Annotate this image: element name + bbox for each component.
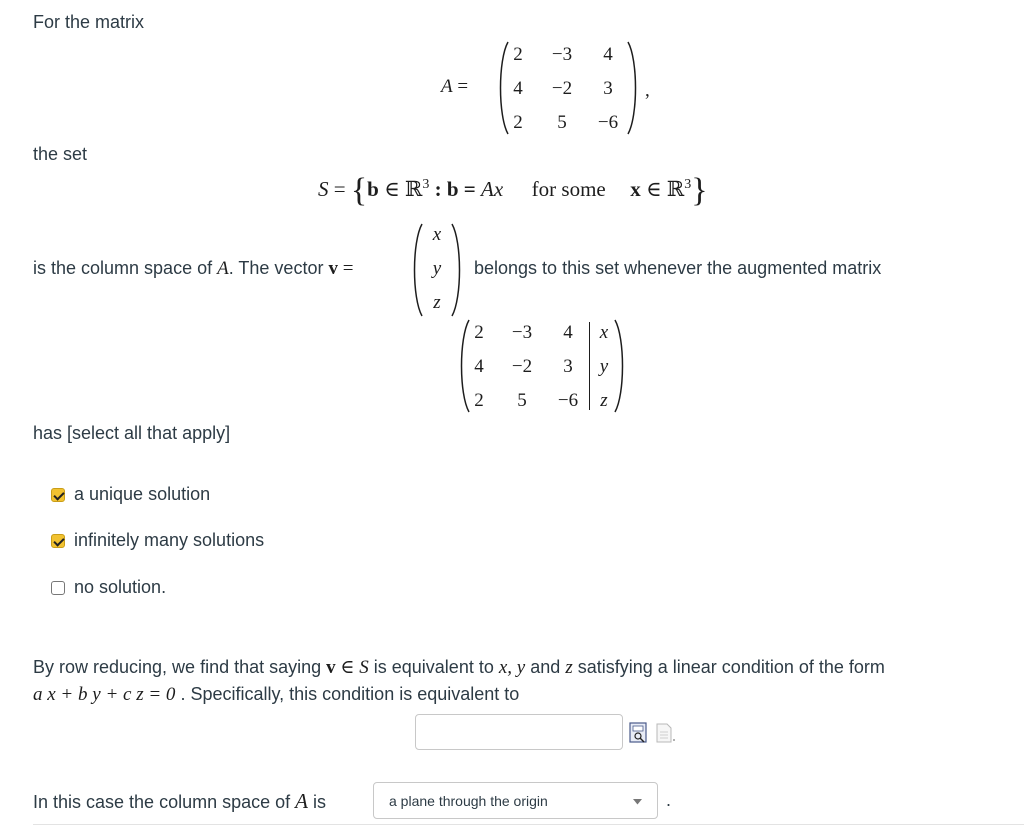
linear-form: a x + b y + c z = 0: [33, 684, 176, 705]
augmented-cell: x: [599, 322, 609, 343]
augmented-cell: 3: [563, 356, 573, 377]
augmented-cell: −3: [511, 322, 533, 343]
help-document-icon[interactable]: [655, 723, 677, 743]
intro-column-space: is the column space of A. The vector v =: [33, 258, 354, 279]
vector-v-entry: x: [432, 224, 442, 245]
augmented-cell: −6: [557, 390, 579, 411]
column-space-select-value: a plane through the origin: [389, 793, 548, 809]
option-none-label[interactable]: no solution.: [74, 577, 167, 597]
matrix-a-cell: 4: [603, 44, 613, 65]
option-unique-label[interactable]: a unique solution: [74, 484, 211, 504]
matrix-a-cell: 4: [513, 78, 523, 99]
chevron-down-icon: [633, 799, 642, 805]
vector-v-entry: y: [432, 258, 442, 279]
option-infinite-label[interactable]: infinitely many solutions: [74, 530, 265, 550]
row-reduce-line2: a x + b y + c z = 0 . Specifically, this condition is equivalent to: [33, 684, 520, 705]
augmented-cell: 5: [517, 390, 527, 411]
matrix-a-cell: 3: [603, 78, 613, 99]
condition-answer-input[interactable]: [415, 714, 623, 750]
augmented-cell: −2: [511, 356, 533, 377]
matrix-a-cell: 2: [513, 112, 523, 133]
set-definition: S = {b ∈ ℝ$^3$ : b = Ax for some x ∈ ℝ$^3$}: [318, 172, 708, 209]
matrix-a-name: A =: [441, 76, 469, 97]
matrix-a-cell: 2: [513, 44, 523, 65]
augmented-cell: 4: [563, 322, 573, 343]
set-b: b: [367, 177, 379, 201]
final-period: .: [666, 790, 672, 810]
augmented-cell: 4: [474, 356, 484, 377]
augmented-cell: y: [599, 356, 609, 377]
intro-the-set: the set: [33, 144, 88, 164]
matrix-a-cell: −3: [551, 44, 573, 65]
bottom-divider: [33, 824, 1024, 825]
intro-belongs: belongs to this set whenever the augmented matrix: [474, 258, 882, 278]
option-unique-checkbox[interactable]: [51, 488, 65, 502]
matrix-a-comma: ,: [645, 80, 650, 101]
column-space-select[interactable]: [373, 782, 658, 819]
matrix-a-cell: 5: [557, 112, 567, 133]
set-colon-b-eq: : b =: [434, 177, 481, 201]
matrix-a-cell: −6: [597, 112, 619, 133]
augmented-cell: 2: [474, 390, 484, 411]
vector-v-entry: z: [433, 292, 441, 313]
matrix-a-right-paren: [626, 40, 640, 136]
equation-editor-icon[interactable]: [629, 722, 649, 744]
row-reduce-line1: By row reducing, we find that saying v ∈ S is equivalent to x, y and z satisfying a linear condition of the form: [33, 657, 885, 678]
matrix-a-cell: −2: [551, 78, 573, 99]
augmented-cell: 2: [474, 322, 484, 343]
intro-for-the-matrix: For the matrix: [33, 12, 145, 32]
final-line: In this case the column space of A is: [33, 789, 327, 813]
option-none-checkbox[interactable]: [51, 581, 65, 595]
intro-has-select: has [select all that apply]: [33, 423, 231, 443]
set-s: S: [318, 177, 329, 201]
augmented-cell: z: [600, 390, 608, 411]
option-infinite-checkbox[interactable]: [51, 534, 65, 548]
set-for-some: for some: [531, 177, 606, 201]
